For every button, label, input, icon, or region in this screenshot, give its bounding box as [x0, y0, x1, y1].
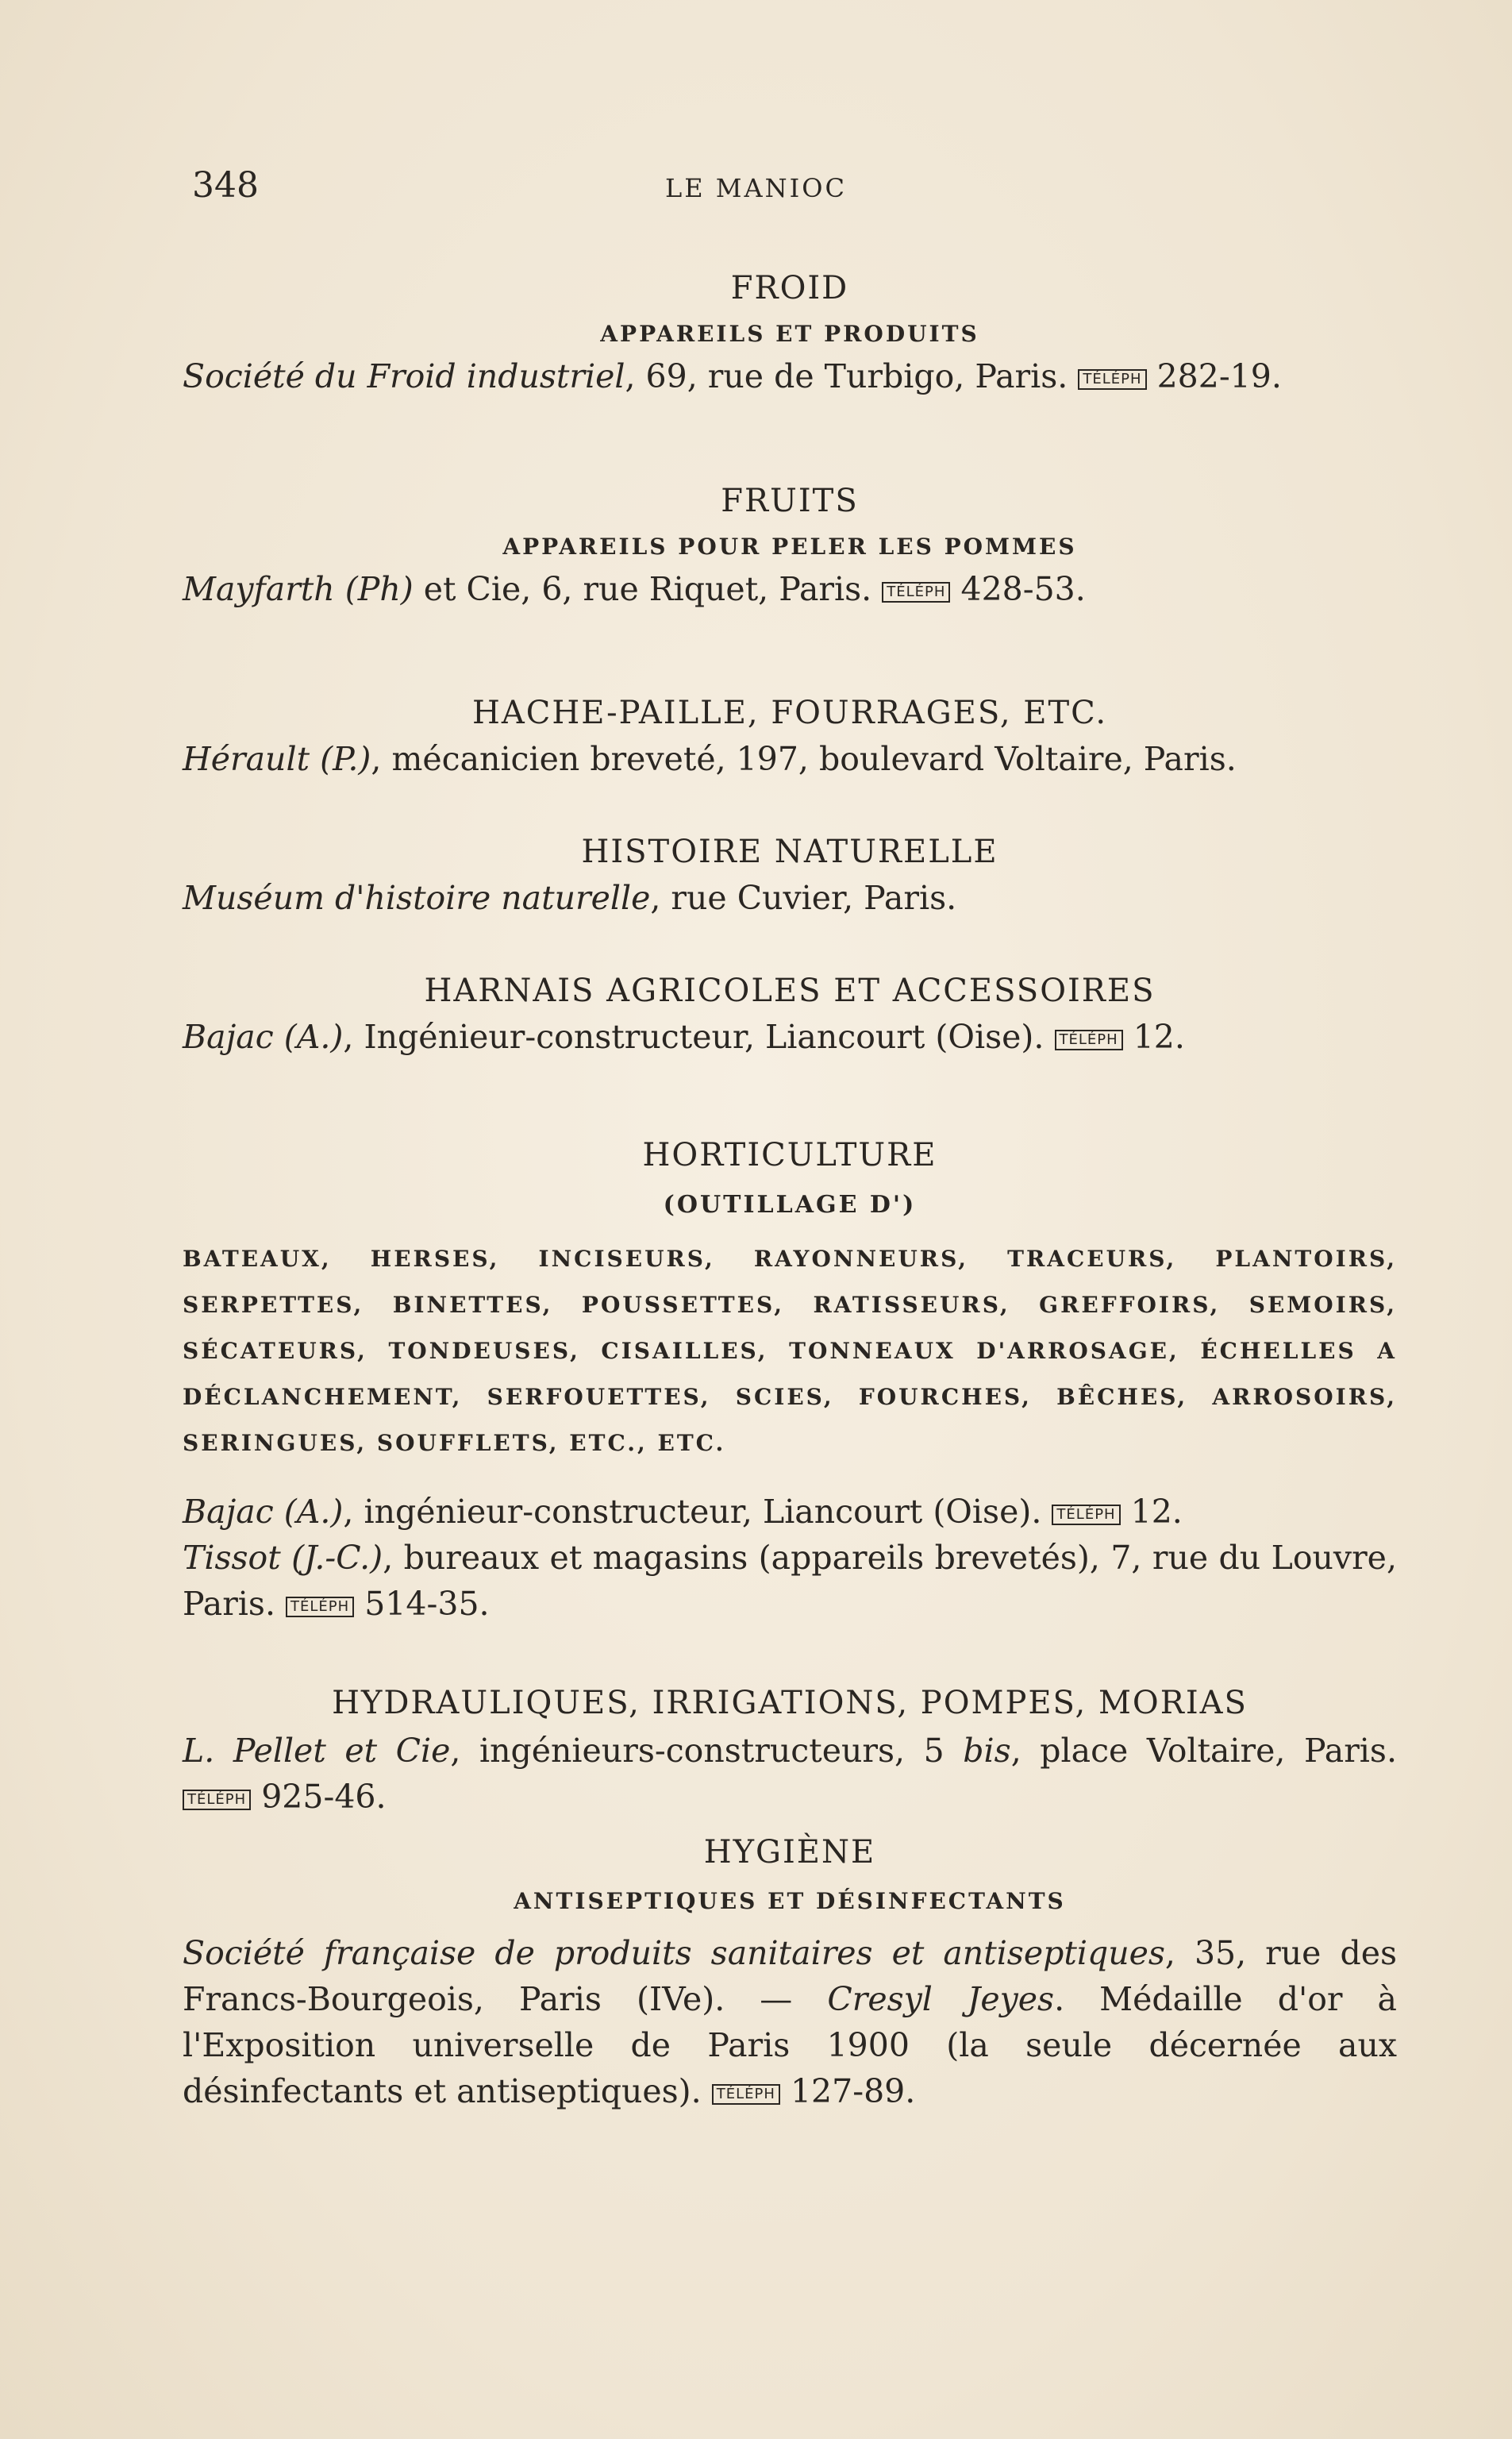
page-number: 348	[192, 165, 259, 206]
entry-name: Tissot	[183, 1539, 281, 1577]
running-head: LE MANIOC	[664, 173, 847, 203]
section-subheading: APPAREILS POUR PELER LES POMMES	[502, 534, 1077, 560]
entry-bis: bis	[963, 1732, 1011, 1770]
section-harnais	[183, 973, 1397, 1060]
directory-entry	[183, 353, 1397, 399]
entry-telephone: 127-89.	[790, 2072, 916, 2110]
telephone-icon: TÉLÉPH	[882, 582, 950, 603]
entry-initials: (P.)	[320, 740, 371, 778]
directory-entry	[183, 1930, 1397, 2114]
section-heading: HARNAIS AGRICOLES ET ACCESSOIRES	[424, 973, 1156, 1009]
directory-entry	[183, 1535, 1397, 1627]
tool-list: BATEAUX, HERSES, INCISEURS, RAYONNEURS, TRACEURS, PLANTOIRS, SERPETTES, BINETTES, POUSSETTES, RATISSEURS, GREFFOIRS, SEMOIRS, SÉCATEURS, TONDEUSES, CISAILLES, TONNEAUX D'ARROSAGE, ÉCHELLES A DÉCLANCHEMENT, SERFOUETTES, SCIES, FOURCHES, BÊCHES, ARROSOIRS, SERINGUES, SOUFFLETS, ETC., ETC.	[183, 1246, 1397, 1456]
entry-telephone: 282-19.	[1156, 357, 1282, 395]
entry-name: Société française de produits sanitaires et antiseptiques	[183, 1934, 1165, 1972]
telephone-icon: TÉLÉPH	[183, 1790, 251, 1810]
section-heading: HYGIÈNE	[703, 1834, 876, 1871]
entry-address: , mécanicien breveté, 197, boulevard Voltaire, Paris.	[371, 740, 1237, 778]
entry-address: , Ingénieur-constructeur, Liancourt (Oise).	[343, 1018, 1045, 1056]
section-heading: HISTOIRE NATURELLE	[581, 834, 998, 870]
entry-name: Bajac	[183, 1493, 274, 1531]
section-histoire-naturelle	[183, 834, 1397, 921]
section-froid	[183, 270, 1397, 399]
entry-telephone: 428-53.	[960, 570, 1086, 608]
entry-name: Société du Froid industriel	[183, 357, 625, 395]
section-subheading: APPAREILS ET PRODUITS	[600, 321, 979, 347]
directory-entry	[183, 875, 1397, 921]
section-horticulture	[183, 1137, 1397, 1627]
directory-entry	[183, 566, 1397, 612]
entry-initials: (Ph)	[344, 570, 414, 608]
entry-initials: (A.)	[283, 1018, 344, 1056]
directory-entry	[183, 1489, 1397, 1535]
section-hache-paille	[183, 695, 1397, 782]
entry-telephone: 925-46.	[261, 1778, 387, 1816]
entry-address: , 69, rue de Turbigo, Paris.	[625, 357, 1068, 395]
entry-description: . Médaille d'or à l'Exposition universelle de Paris 1900 (la seule décernée aux désinfectants et antiseptiques).	[183, 1980, 1397, 2110]
entry-name: Bajac	[183, 1018, 274, 1056]
section-heading: FRUITS	[721, 483, 859, 519]
entry-address: , rue Cuvier, Paris.	[650, 879, 957, 917]
entry-name: Mayfarth	[183, 570, 335, 608]
entry-initials: (J.-C.)	[291, 1539, 383, 1577]
entry-address: , ingénieurs-constructeurs, 5	[450, 1732, 945, 1770]
entry-initials: (A.)	[283, 1493, 344, 1531]
entry-telephone: 12.	[1133, 1018, 1185, 1056]
entry-address-cont: , place Voltaire, Paris.	[1010, 1732, 1397, 1770]
directory-entry	[183, 1014, 1397, 1060]
telephone-icon: TÉLÉPH	[1052, 1505, 1120, 1525]
entry-name: L. Pellet et Cie	[183, 1732, 451, 1770]
entry-product: Cresyl Jeyes	[827, 1980, 1055, 2018]
section-heading: HORTICULTURE	[642, 1137, 937, 1173]
directory-entry	[183, 1728, 1397, 1820]
section-heading: HACHE-PAILLE, FOURRAGES, ETC.	[471, 695, 1108, 731]
telephone-icon: TÉLÉPH	[712, 2084, 780, 2105]
section-heading: FROID	[730, 270, 849, 306]
directory-entry	[183, 736, 1397, 782]
section-hydrauliques	[183, 1685, 1397, 1820]
entry-address: , 35, rue des Francs-Bourgeois, Paris (IVe). —	[183, 1934, 1397, 2018]
section-hygiene	[183, 1834, 1397, 2114]
section-subheading: (OUTILLAGE D')	[663, 1191, 917, 1219]
section-fruits	[183, 483, 1397, 612]
entry-telephone: 514-35.	[364, 1585, 490, 1623]
entry-name: Muséum d'histoire naturelle	[183, 879, 651, 917]
entry-address: et Cie, 6, rue Riquet, Paris.	[423, 570, 872, 608]
entry-telephone: 12.	[1130, 1493, 1183, 1531]
section-heading: HYDRAULIQUES, IRRIGATIONS, POMPES, MORIAS	[332, 1685, 1248, 1721]
telephone-icon: TÉLÉPH	[1055, 1030, 1123, 1050]
entry-address: , ingénieur-constructeur, Liancourt (Oise).	[343, 1493, 1042, 1531]
telephone-icon: TÉLÉPH	[286, 1597, 354, 1617]
entry-address: , bureaux et magasins (appareils brevetés), 7, rue du Louvre, Paris.	[183, 1539, 1397, 1623]
telephone-icon: TÉLÉPH	[1078, 369, 1146, 390]
section-subheading: ANTISEPTIQUES ET DÉSINFECTANTS	[514, 1888, 1066, 1914]
entry-name: Hérault	[183, 740, 310, 778]
